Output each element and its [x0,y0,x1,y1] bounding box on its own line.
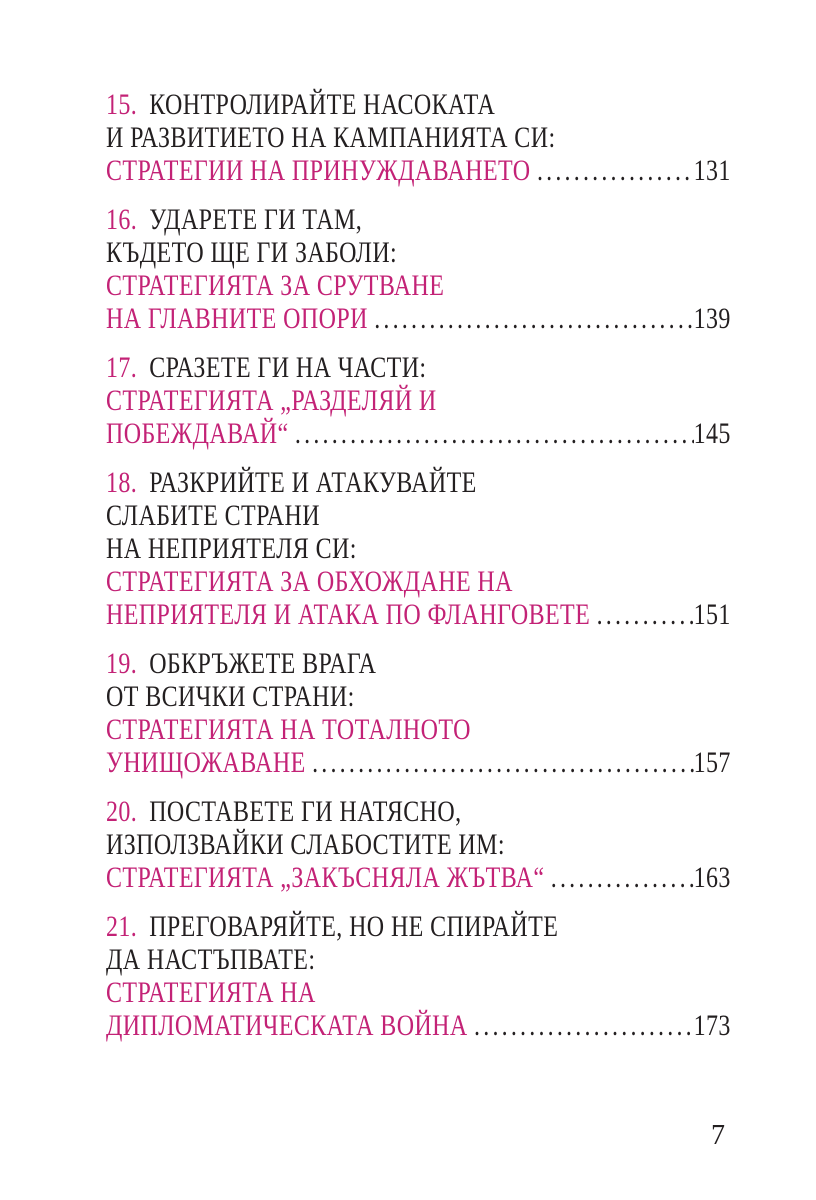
toc-entry-subtitle: НА ГЛАВНИТЕ ОПОРИ [106,302,368,335]
toc-entry-title: СРАЗЕТЕ ГИ НА ЧАСТИ: [149,351,427,384]
toc-entry-number: 21. [106,910,138,943]
toc-entry-subtitle-line: СТРАТЕГИЯТА „РАЗДЕЛЯЙ И [106,384,437,417]
toc-entry-title-line [106,351,731,384]
toc-entry [106,351,731,450]
toc-entry-title: ПОСТАВЕТЕ ГИ НАТЯСНО, [149,795,462,828]
toc-entry-title-line: СЛАБИТЕ СТРАНИ [106,499,320,532]
toc-entry [106,88,731,187]
toc-entry-title-line [106,203,731,236]
toc-entry-page: 157 [693,746,731,779]
toc-entry-subtitle: ДИПЛОМАТИЧЕСКАТА ВОЙНА [106,1009,468,1042]
toc-entry-subtitle: СТРАТЕГИИ НА ПРИНУЖДАВАНЕТО [106,154,531,187]
toc-entry-title-line [106,910,731,943]
dot-leader [531,154,694,187]
toc-entry-page: 173 [693,1009,731,1042]
toc-entry-title-line: НА НЕПРИЯТЕЛЯ СИ: [106,532,357,565]
dot-leader [468,1009,694,1042]
toc-entry-last-line [106,302,731,335]
toc-entry-subtitle-line: СТРАТЕГИЯТА НА ТОТАЛНОТО [106,713,471,746]
toc-entry-last-line [106,746,731,779]
toc-entry-title-line: ОТ ВСИЧКИ СТРАНИ: [106,680,355,713]
toc-entry [106,203,731,335]
toc-entry-subtitle-line: СТРАТЕГИЯТА НА [106,976,316,1009]
dot-leader [368,302,694,335]
toc-entry-title-line [106,88,731,121]
toc-entry-subtitle: СТРАТЕГИЯТА „ЗАКЪСНЯЛА ЖЪТВА“ [106,861,545,894]
toc-entry-title: ПРЕГОВАРЯЙТЕ, НО НЕ СПИРАЙТЕ [149,910,559,943]
dot-leader [289,417,694,450]
page-number: 7 [711,1120,725,1151]
table-of-contents [106,88,731,1058]
dot-leader [544,861,693,894]
toc-entry-title-line [106,466,731,499]
toc-entry-title: ОБКРЪЖЕТЕ ВРАГА [149,647,377,680]
toc-entry-title-line: ДА НАСТЪПВАТЕ: [106,943,316,976]
toc-entry-subtitle: НЕПРИЯТЕЛЯ И АТАКА ПО ФЛАНГОВЕТЕ [106,598,591,631]
toc-entry-page: 139 [693,302,731,335]
toc-entry-number: 17. [106,351,138,384]
toc-entry-last-line [106,598,731,631]
toc-entry [106,647,731,779]
toc-entry-number: 15. [106,88,138,121]
toc-entry [106,910,731,1042]
toc-entry-last-line [106,1009,731,1042]
dot-leader [306,746,694,779]
toc-entry-subtitle: ПОБЕЖДАВАЙ“ [106,417,289,450]
toc-entry [106,795,731,894]
toc-entry-title: РАЗКРИЙТЕ И АТАКУВАЙТЕ [149,466,477,499]
toc-entry-title: КОНТРОЛИРАЙТЕ НАСОКАТА [149,88,496,121]
toc-entry-last-line [106,417,731,450]
toc-entry-number: 19. [106,647,138,680]
toc-entry-subtitle-line: СТРАТЕГИЯТА ЗА ОБХОЖДАНЕ НА [106,565,513,598]
toc-entry-number: 18. [106,466,138,499]
toc-entry-page: 163 [693,861,731,894]
toc-entry-subtitle-line: СТРАТЕГИЯТА ЗА СРУТВАНЕ [106,269,445,302]
toc-entry [106,466,731,631]
dot-leader [590,598,693,631]
toc-entry-title-line: И РАЗВИТИЕТО НА КАМПАНИЯТА СИ: [106,121,556,154]
toc-entry-subtitle: УНИЩОЖАВАНЕ [106,746,306,779]
toc-entry-title-line [106,647,731,680]
toc-entry-title-line: КЪДЕТО ЩЕ ГИ ЗАБОЛИ: [106,236,398,269]
toc-entry-title-line: ИЗПОЛЗВАЙКИ СЛАБОСТИТЕ ИМ: [106,828,505,861]
toc-entry-number: 20. [106,795,138,828]
toc-entry-page: 145 [693,417,731,450]
toc-entry-last-line [106,154,731,187]
toc-entry-number: 16. [106,203,138,236]
toc-entry-title-line [106,795,731,828]
toc-entry-page: 151 [693,598,731,631]
toc-entry-page: 131 [693,154,731,187]
toc-entry-last-line [106,861,731,894]
toc-entry-title: УДАРЕТЕ ГИ ТАМ, [149,203,363,236]
